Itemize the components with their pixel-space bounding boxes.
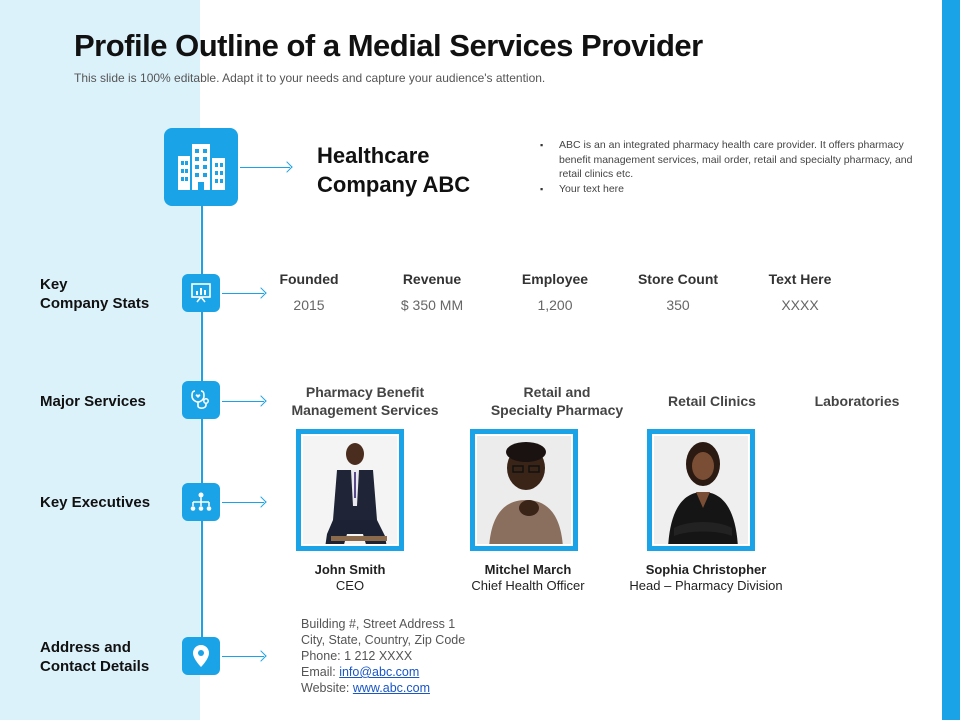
company-name-line1: Healthcare: [317, 143, 430, 168]
buildings-icon: [164, 128, 238, 206]
address-line1: Building #, Street Address 1: [301, 617, 456, 631]
contact-details: [301, 616, 465, 696]
org-chart-icon: [182, 483, 220, 521]
phone-number: Phone: 1 212 XXXX: [301, 649, 413, 663]
arrow-address: [222, 656, 264, 657]
executive-mitchel-march: Mitchel March Chief Health Officer: [471, 562, 585, 593]
stat-employee: Employee 1,200: [521, 271, 589, 313]
arrow-services: [222, 401, 264, 402]
arrow-company: [240, 167, 290, 168]
executive-photo: [470, 429, 578, 551]
description-bullet: ▪ Your text here: [540, 182, 920, 197]
arrow-executives: [222, 502, 264, 503]
stethoscope-heart-icon: [182, 381, 220, 419]
service-retail-clinics: Retail Clinics: [668, 393, 756, 409]
section-label-address: Address and Contact Details: [40, 639, 150, 675]
stat-store-count: Store Count 350: [637, 271, 719, 313]
timeline-line: [201, 205, 203, 655]
stat-text-here: Text Here XXXX: [768, 271, 832, 313]
email-row: Email: info@abc.com: [301, 665, 420, 679]
executive-john-smith: John Smith CEO: [314, 562, 386, 593]
service-retail-specialty: Retail and Specialty Pharmacy: [490, 384, 624, 418]
company-name-line2: Company ABC: [317, 172, 471, 197]
service-laboratories: Laboratories: [814, 393, 900, 409]
website-link[interactable]: www.abc.com: [352, 681, 430, 695]
service-pbm: Pharmacy Benefit Management Services: [291, 384, 439, 418]
executive-photo: [647, 429, 755, 551]
page-subtitle: This slide is 100% editable. Adapt it to your needs and capture your audience's attention.: [74, 71, 546, 85]
company-name: [317, 141, 517, 199]
right-accent-stripe: [942, 0, 960, 720]
section-label-stats: Key Company Stats: [40, 276, 150, 312]
left-panel: [0, 0, 200, 720]
section-label-executives: Key Executives: [40, 494, 151, 511]
address-line2: City, State, Country, Zip Code: [301, 633, 466, 647]
stat-founded: Founded 2015: [279, 271, 339, 313]
executive-photo: [296, 429, 404, 551]
company-description: [540, 138, 920, 196]
website-row: Website: www.abc.com: [301, 681, 430, 695]
presentation-chart-icon: [182, 274, 220, 312]
email-link[interactable]: info@abc.com: [339, 665, 420, 679]
executive-sophia-christopher: Sophia Christopher Head – Pharmacy Division: [629, 562, 783, 593]
section-label-services: Major Services: [40, 393, 146, 410]
page-title: Profile Outline of a Medial Services Provider: [74, 28, 703, 63]
description-bullet: ▪ ABC is an an integrated pharmacy health care provider. It offers pharmacy benefit management services, mail order, retail and specialty pharmacy, and retail clinics etc.: [540, 138, 920, 182]
stat-revenue: Revenue $ 350 MM: [400, 271, 464, 313]
location-pin-icon: [182, 637, 220, 675]
